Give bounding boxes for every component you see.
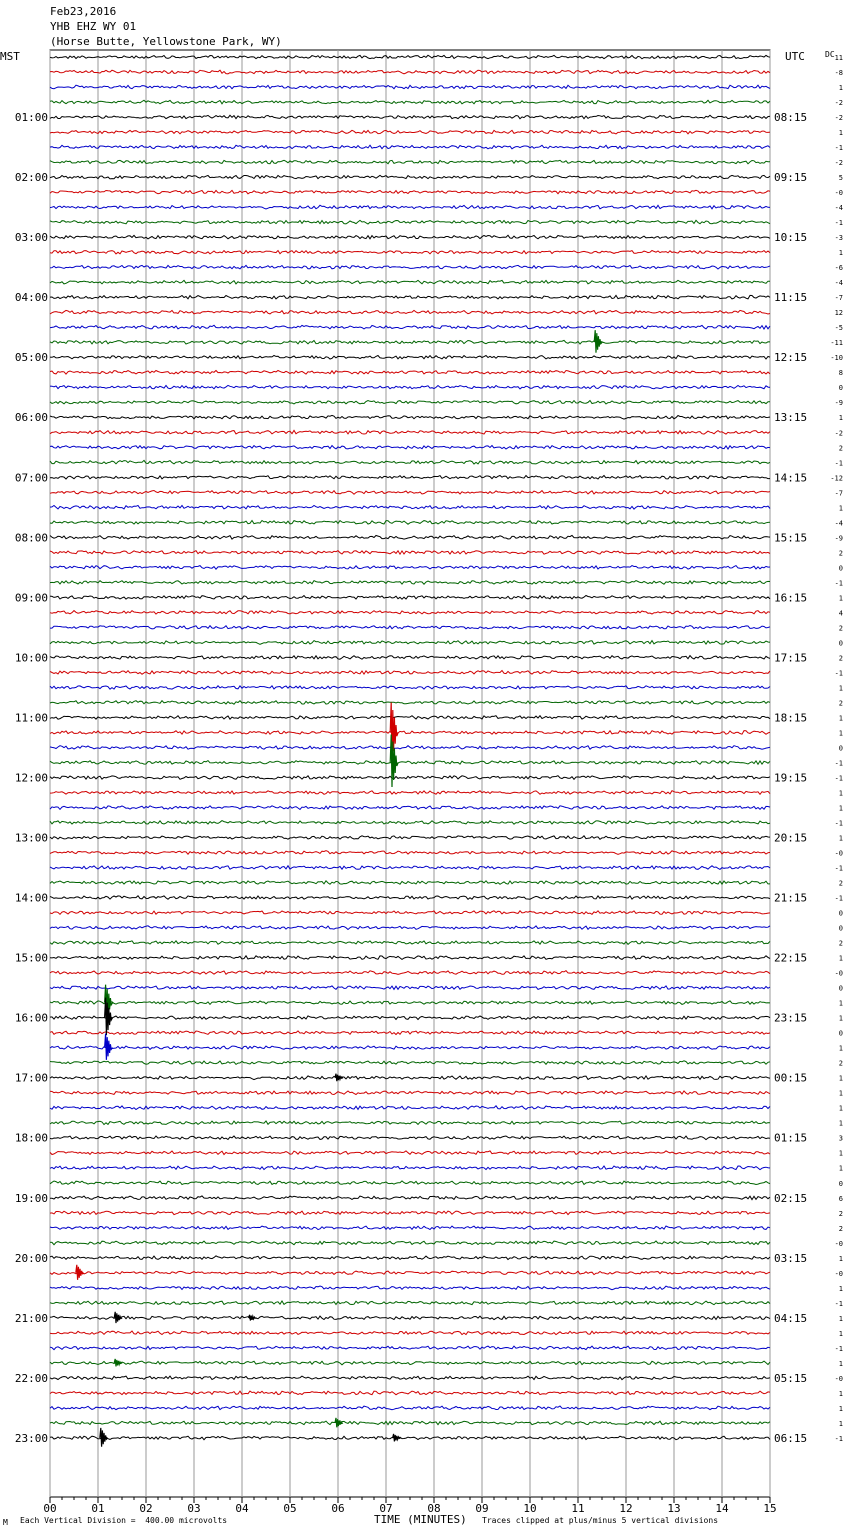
trace-row — [50, 430, 770, 434]
x-tick-label: 15 — [763, 1502, 777, 1515]
dc-offset-label: 2 — [838, 549, 843, 558]
event-spike — [249, 1315, 257, 1321]
left-hour-label: 04:00 — [14, 291, 48, 305]
dc-offset-label: 1 — [838, 1284, 843, 1293]
trace-row — [50, 671, 770, 675]
dc-offset-label: 1 — [838, 1419, 843, 1428]
trace-row — [50, 1391, 770, 1395]
right-hour-label: 21:15 — [774, 891, 808, 905]
dc-offset-label: -1 — [834, 579, 843, 588]
left-hour-label: 08:00 — [14, 531, 48, 545]
trace-row — [50, 566, 770, 570]
clip-note: Traces clipped at plus/minus 5 vertical divisions — [482, 1516, 719, 1525]
date-label: Feb23,2016 — [50, 5, 117, 18]
trace-row — [50, 1316, 770, 1320]
trace-row — [50, 385, 770, 389]
dc-offset-label: -0 — [834, 849, 843, 858]
dc-offset-label: 0 — [838, 744, 843, 753]
dc-offset-label: 1 — [838, 1149, 843, 1158]
dc-offset-label: -0 — [834, 189, 843, 198]
dc-offset-label: 1 — [838, 1314, 843, 1323]
left-hour-label: 12:00 — [14, 771, 48, 785]
dc-offset-label: 1 — [838, 1329, 843, 1338]
trace-row — [50, 956, 770, 960]
left-hour-label: 23:00 — [14, 1431, 48, 1445]
dc-offset-label: 0 — [838, 564, 843, 573]
dc-offset-label: -1 — [834, 894, 843, 903]
right-hour-label: 23:15 — [774, 1011, 808, 1025]
right-hour-label: 14:15 — [774, 471, 808, 485]
dc-offset-label: -1 — [834, 459, 843, 468]
trace-row — [50, 190, 770, 194]
trace-row — [50, 100, 770, 104]
right-hour-label: 13:15 — [774, 411, 808, 425]
left-hour-label: 11:00 — [14, 711, 48, 725]
trace-row — [50, 656, 770, 660]
event-spike — [76, 1265, 84, 1280]
left-hour-label: 10:00 — [14, 651, 48, 665]
trace-row — [50, 851, 770, 855]
right-hour-label: 06:15 — [774, 1431, 808, 1445]
trace-row — [50, 1136, 770, 1140]
event-spike — [335, 1418, 343, 1427]
trace-row — [50, 1406, 770, 1410]
right-hour-label: 12:15 — [774, 351, 808, 365]
dc-offset-label: -2 — [834, 114, 843, 123]
dc-offset-label: 2 — [838, 624, 843, 633]
trace-row — [50, 1106, 770, 1110]
corner-mark: M — [3, 1518, 8, 1527]
dc-offset-label: -1 — [834, 759, 843, 768]
dc-offset-label: -2 — [834, 159, 843, 168]
trace-row — [50, 551, 770, 555]
trace-row — [50, 1166, 770, 1170]
trace-row — [50, 235, 770, 239]
x-tick-label: 06 — [331, 1502, 345, 1515]
trace-row — [50, 476, 770, 480]
event-spike — [393, 1434, 401, 1442]
dc-offset-label: 2 — [838, 654, 843, 663]
trace-row — [50, 1241, 770, 1245]
right-hour-label: 04:15 — [774, 1311, 808, 1325]
trace-row — [50, 535, 770, 539]
dc-offset-label: -9 — [834, 534, 843, 543]
x-tick-label: 03 — [187, 1502, 201, 1515]
dc-offset-label: 4 — [838, 609, 843, 618]
trace-row — [50, 836, 770, 840]
left-hour-label: 16:00 — [14, 1011, 48, 1025]
x-tick-label: 10 — [523, 1502, 537, 1515]
trace-row — [50, 761, 770, 765]
trace-row — [50, 611, 770, 615]
dc-offset-label: 1 — [838, 1014, 843, 1023]
dc-offset-label: 11 — [834, 54, 843, 62]
trace-row — [50, 340, 770, 344]
trace-row — [50, 746, 770, 750]
right-hour-label: 05:15 — [774, 1371, 808, 1385]
dc-offset-header: DC — [825, 50, 835, 59]
trace-row — [50, 971, 770, 975]
dc-offset-label: -1 — [834, 864, 843, 873]
trace-row — [50, 1226, 770, 1230]
x-tick-label: 00 — [43, 1502, 57, 1515]
left-hour-label: 22:00 — [14, 1371, 48, 1385]
dc-offset-label: 1 — [838, 249, 843, 258]
dc-offset-label: 0 — [838, 984, 843, 993]
trace-row — [50, 1256, 770, 1260]
left-hour-label: 21:00 — [14, 1311, 48, 1325]
left-hour-label: 15:00 — [14, 951, 48, 965]
left-hour-label: 17:00 — [14, 1071, 48, 1085]
dc-offset-label: 1 — [838, 954, 843, 963]
right-hour-label: 10:15 — [774, 231, 808, 245]
left-hour-label: 07:00 — [14, 471, 48, 485]
trace-row — [50, 506, 770, 510]
trace-row — [50, 1376, 770, 1380]
trace-row — [50, 941, 770, 945]
x-tick-label: 05 — [283, 1502, 297, 1515]
trace-row — [50, 776, 770, 780]
trace-row — [50, 1361, 770, 1365]
trace-row — [50, 1181, 770, 1185]
trace-row — [50, 85, 770, 89]
event-spike — [335, 1074, 343, 1082]
dc-offset-label: -1 — [834, 1299, 843, 1308]
dc-offset-label: -11 — [830, 339, 843, 348]
dc-offset-label: 0 — [838, 1179, 843, 1188]
dc-offset-label: -4 — [834, 519, 843, 528]
dc-offset-label: 1 — [838, 999, 843, 1008]
dc-offset-label: 1 — [838, 504, 843, 513]
seismic-traces — [50, 55, 770, 1446]
dc-offset-label: -1 — [834, 774, 843, 783]
trace-row — [50, 1046, 770, 1050]
trace-row — [50, 701, 770, 705]
dc-offset-label: -3 — [834, 234, 843, 243]
dc-offset-label: -0 — [834, 969, 843, 978]
trace-row — [50, 581, 770, 585]
trace-row — [50, 596, 770, 600]
x-tick-label: 01 — [91, 1502, 105, 1515]
right-hour-label: 17:15 — [774, 651, 808, 665]
x-tick-label: 12 — [619, 1502, 633, 1515]
dc-offset-label: -1 — [834, 669, 843, 678]
trace-row — [50, 115, 770, 118]
trace-row — [50, 70, 770, 74]
trace-row — [50, 1061, 770, 1065]
dc-offset-label: -0 — [834, 1239, 843, 1248]
event-spike — [114, 1312, 122, 1323]
dc-offset-label: -5 — [834, 324, 843, 333]
event-spike — [594, 330, 602, 353]
dc-offset-label: -0 — [834, 1269, 843, 1278]
right-hour-label: 22:15 — [774, 951, 808, 965]
trace-row — [50, 1346, 770, 1350]
trace-row — [50, 1301, 770, 1305]
dc-offset-label: 1 — [838, 1359, 843, 1368]
trace-row — [50, 926, 770, 930]
right-hour-label: 03:15 — [774, 1251, 808, 1265]
dc-offset-label: 8 — [838, 369, 843, 378]
right-timezone-label: UTC — [785, 50, 805, 63]
dc-offset-label: -7 — [834, 294, 843, 303]
trace-row — [50, 460, 770, 464]
left-hour-label: 19:00 — [14, 1191, 48, 1205]
left-hour-label: 05:00 — [14, 351, 48, 365]
left-hour-label: 13:00 — [14, 831, 48, 845]
trace-row — [50, 791, 770, 795]
dc-offset-label: 2 — [838, 699, 843, 708]
dc-offset-label: 1 — [838, 684, 843, 693]
trace-row — [50, 626, 770, 630]
dc-offset-label: 1 — [838, 1104, 843, 1113]
x-tick-label: 08 — [427, 1502, 441, 1515]
right-hour-label: 15:15 — [774, 531, 808, 545]
trace-row — [50, 415, 770, 419]
trace-row — [50, 371, 770, 375]
right-hour-label: 00:15 — [774, 1071, 808, 1085]
trace-row — [50, 1016, 770, 1020]
trace-row — [50, 220, 770, 224]
dc-offset-label: 2 — [838, 444, 843, 453]
dc-offset-label: 1 — [838, 1089, 843, 1098]
x-tick-label: 14 — [715, 1502, 729, 1515]
left-hour-label: 02:00 — [14, 171, 48, 185]
left-hour-label: 14:00 — [14, 891, 48, 905]
dc-offset-label: 1 — [838, 1164, 843, 1173]
dc-offset-label: -6 — [834, 264, 843, 273]
right-hour-label: 08:15 — [774, 111, 808, 125]
trace-row — [50, 1091, 770, 1095]
trace-row — [50, 1001, 770, 1005]
trace-row — [50, 1211, 770, 1215]
dc-offset-label: 1 — [838, 1404, 843, 1413]
right-hour-label: 09:15 — [774, 171, 808, 185]
trace-row — [50, 325, 770, 329]
trace-row — [50, 1031, 770, 1035]
dc-offset-label: 2 — [838, 879, 843, 888]
trace-row — [50, 1121, 770, 1125]
dc-offset-label: 1 — [838, 414, 843, 423]
dc-offset-label: 2 — [838, 1209, 843, 1218]
trace-row — [50, 265, 770, 269]
trace-row — [50, 491, 770, 495]
left-hour-label: 03:00 — [14, 231, 48, 245]
trace-row — [50, 731, 770, 735]
x-tick-label: 09 — [475, 1502, 489, 1515]
dc-offset-label: -4 — [834, 204, 843, 213]
event-spike — [100, 1428, 108, 1447]
right-hour-label: 02:15 — [774, 1191, 808, 1205]
dc-offset-label: 0 — [838, 639, 843, 648]
right-hour-label: 18:15 — [774, 711, 808, 725]
trace-row — [50, 1076, 770, 1080]
trace-row — [50, 205, 770, 209]
trace-row — [50, 130, 770, 134]
dc-offset-label: 1 — [838, 729, 843, 738]
right-hour-label: 19:15 — [774, 771, 808, 785]
dc-offset-label: -1 — [834, 1434, 843, 1443]
trace-row — [50, 1436, 770, 1440]
trace-row — [50, 716, 770, 720]
left-hour-label: 06:00 — [14, 411, 48, 425]
trace-row — [50, 911, 770, 915]
dc-offset-label: 1 — [838, 1119, 843, 1128]
left-hour-label: 09:00 — [14, 591, 48, 605]
trace-row — [50, 686, 770, 689]
location-label: (Horse Butte, Yellowstone Park, WY) — [50, 35, 282, 48]
trace-row — [50, 280, 770, 284]
trace-row — [50, 55, 770, 59]
dc-offset-label: 6 — [838, 1194, 843, 1203]
trace-row — [50, 295, 770, 299]
right-hour-label: 11:15 — [774, 291, 808, 305]
dc-offset-label: 1 — [838, 1389, 843, 1398]
dc-offset-label: 2 — [838, 1059, 843, 1068]
station-label: YHB EHZ WY 01 — [50, 20, 137, 33]
right-hour-label: 01:15 — [774, 1131, 808, 1145]
trace-row — [50, 1271, 770, 1275]
right-hour-label: 16:15 — [774, 591, 808, 605]
left-hour-label: 20:00 — [14, 1251, 48, 1265]
trace-row — [50, 986, 770, 990]
trace-row — [50, 355, 770, 359]
trace-row — [50, 641, 770, 645]
trace-row — [50, 881, 770, 885]
trace-row — [50, 821, 770, 825]
dc-offset-label: -1 — [834, 1344, 843, 1353]
dc-offset-label: 1 — [838, 1074, 843, 1083]
trace-row — [50, 1286, 770, 1290]
dc-offset-label: 1 — [838, 594, 843, 603]
dc-offset-label: -1 — [834, 219, 843, 228]
trace-row — [50, 521, 770, 525]
x-tick-label: 04 — [235, 1502, 249, 1515]
x-tick-label: 07 — [379, 1502, 393, 1515]
trace-row — [50, 896, 770, 900]
dc-offset-label: -8 — [834, 69, 843, 78]
x-tick-label: 02 — [139, 1502, 153, 1515]
trace-row — [50, 145, 770, 149]
dc-offset-label: 1 — [838, 1254, 843, 1263]
left-hour-label: 01:00 — [14, 111, 48, 125]
dc-offset-label: 2 — [838, 939, 843, 948]
dc-offset-label: 1 — [838, 1044, 843, 1053]
dc-offset-label: -1 — [834, 819, 843, 828]
trace-row — [50, 1196, 770, 1200]
trace-row — [50, 866, 770, 870]
trace-row — [50, 1151, 770, 1155]
x-tick-label: 11 — [571, 1502, 585, 1515]
axis-labels — [15, 54, 843, 1515]
event-spike — [105, 1034, 113, 1060]
x-tick-label: 13 — [667, 1502, 681, 1515]
dc-offset-label: -2 — [834, 99, 843, 108]
dc-offset-label: 0 — [838, 1029, 843, 1038]
right-hour-label: 20:15 — [774, 831, 808, 845]
left-timezone-label: MST — [0, 50, 20, 63]
dc-offset-label: 12 — [834, 309, 843, 318]
trace-row — [50, 160, 770, 164]
dc-offset-label: 5 — [838, 174, 843, 183]
x-axis-title: TIME (MINUTES) — [374, 1513, 467, 1526]
dc-offset-label: 0 — [838, 384, 843, 393]
dc-offset-label: 2 — [838, 1224, 843, 1233]
dc-offset-label: 0 — [838, 909, 843, 918]
trace-row — [50, 175, 770, 179]
trace-row — [50, 310, 770, 314]
dc-offset-label: -9 — [834, 399, 843, 408]
trace-row — [50, 446, 770, 450]
dc-offset-label: 3 — [838, 1134, 843, 1143]
dc-offset-label: 1 — [838, 714, 843, 723]
dc-offset-label: 1 — [838, 834, 843, 843]
left-hour-label: 18:00 — [14, 1131, 48, 1145]
trace-row — [50, 251, 770, 254]
trace-row — [50, 1331, 770, 1335]
dc-offset-label: -12 — [830, 474, 843, 483]
dc-offset-label: 0 — [838, 924, 843, 933]
scale-note: Each Vertical Division = 400.00 microvolts — [20, 1516, 228, 1525]
dc-offset-label: -1 — [834, 144, 843, 153]
trace-row — [50, 1421, 770, 1425]
dc-offset-label: 1 — [838, 789, 843, 798]
trace-row — [50, 401, 770, 405]
dc-offset-label: -10 — [830, 354, 843, 363]
dc-offset-label: 1 — [838, 84, 843, 93]
dc-offset-label: -0 — [834, 1374, 843, 1383]
dc-offset-label: -4 — [834, 279, 843, 288]
trace-row — [50, 806, 770, 810]
event-spike — [114, 1359, 122, 1367]
dc-offset-label: -2 — [834, 429, 843, 438]
dc-offset-label: -7 — [834, 489, 843, 498]
dc-offset-label: 1 — [838, 129, 843, 138]
dc-offset-label: 1 — [838, 804, 843, 813]
